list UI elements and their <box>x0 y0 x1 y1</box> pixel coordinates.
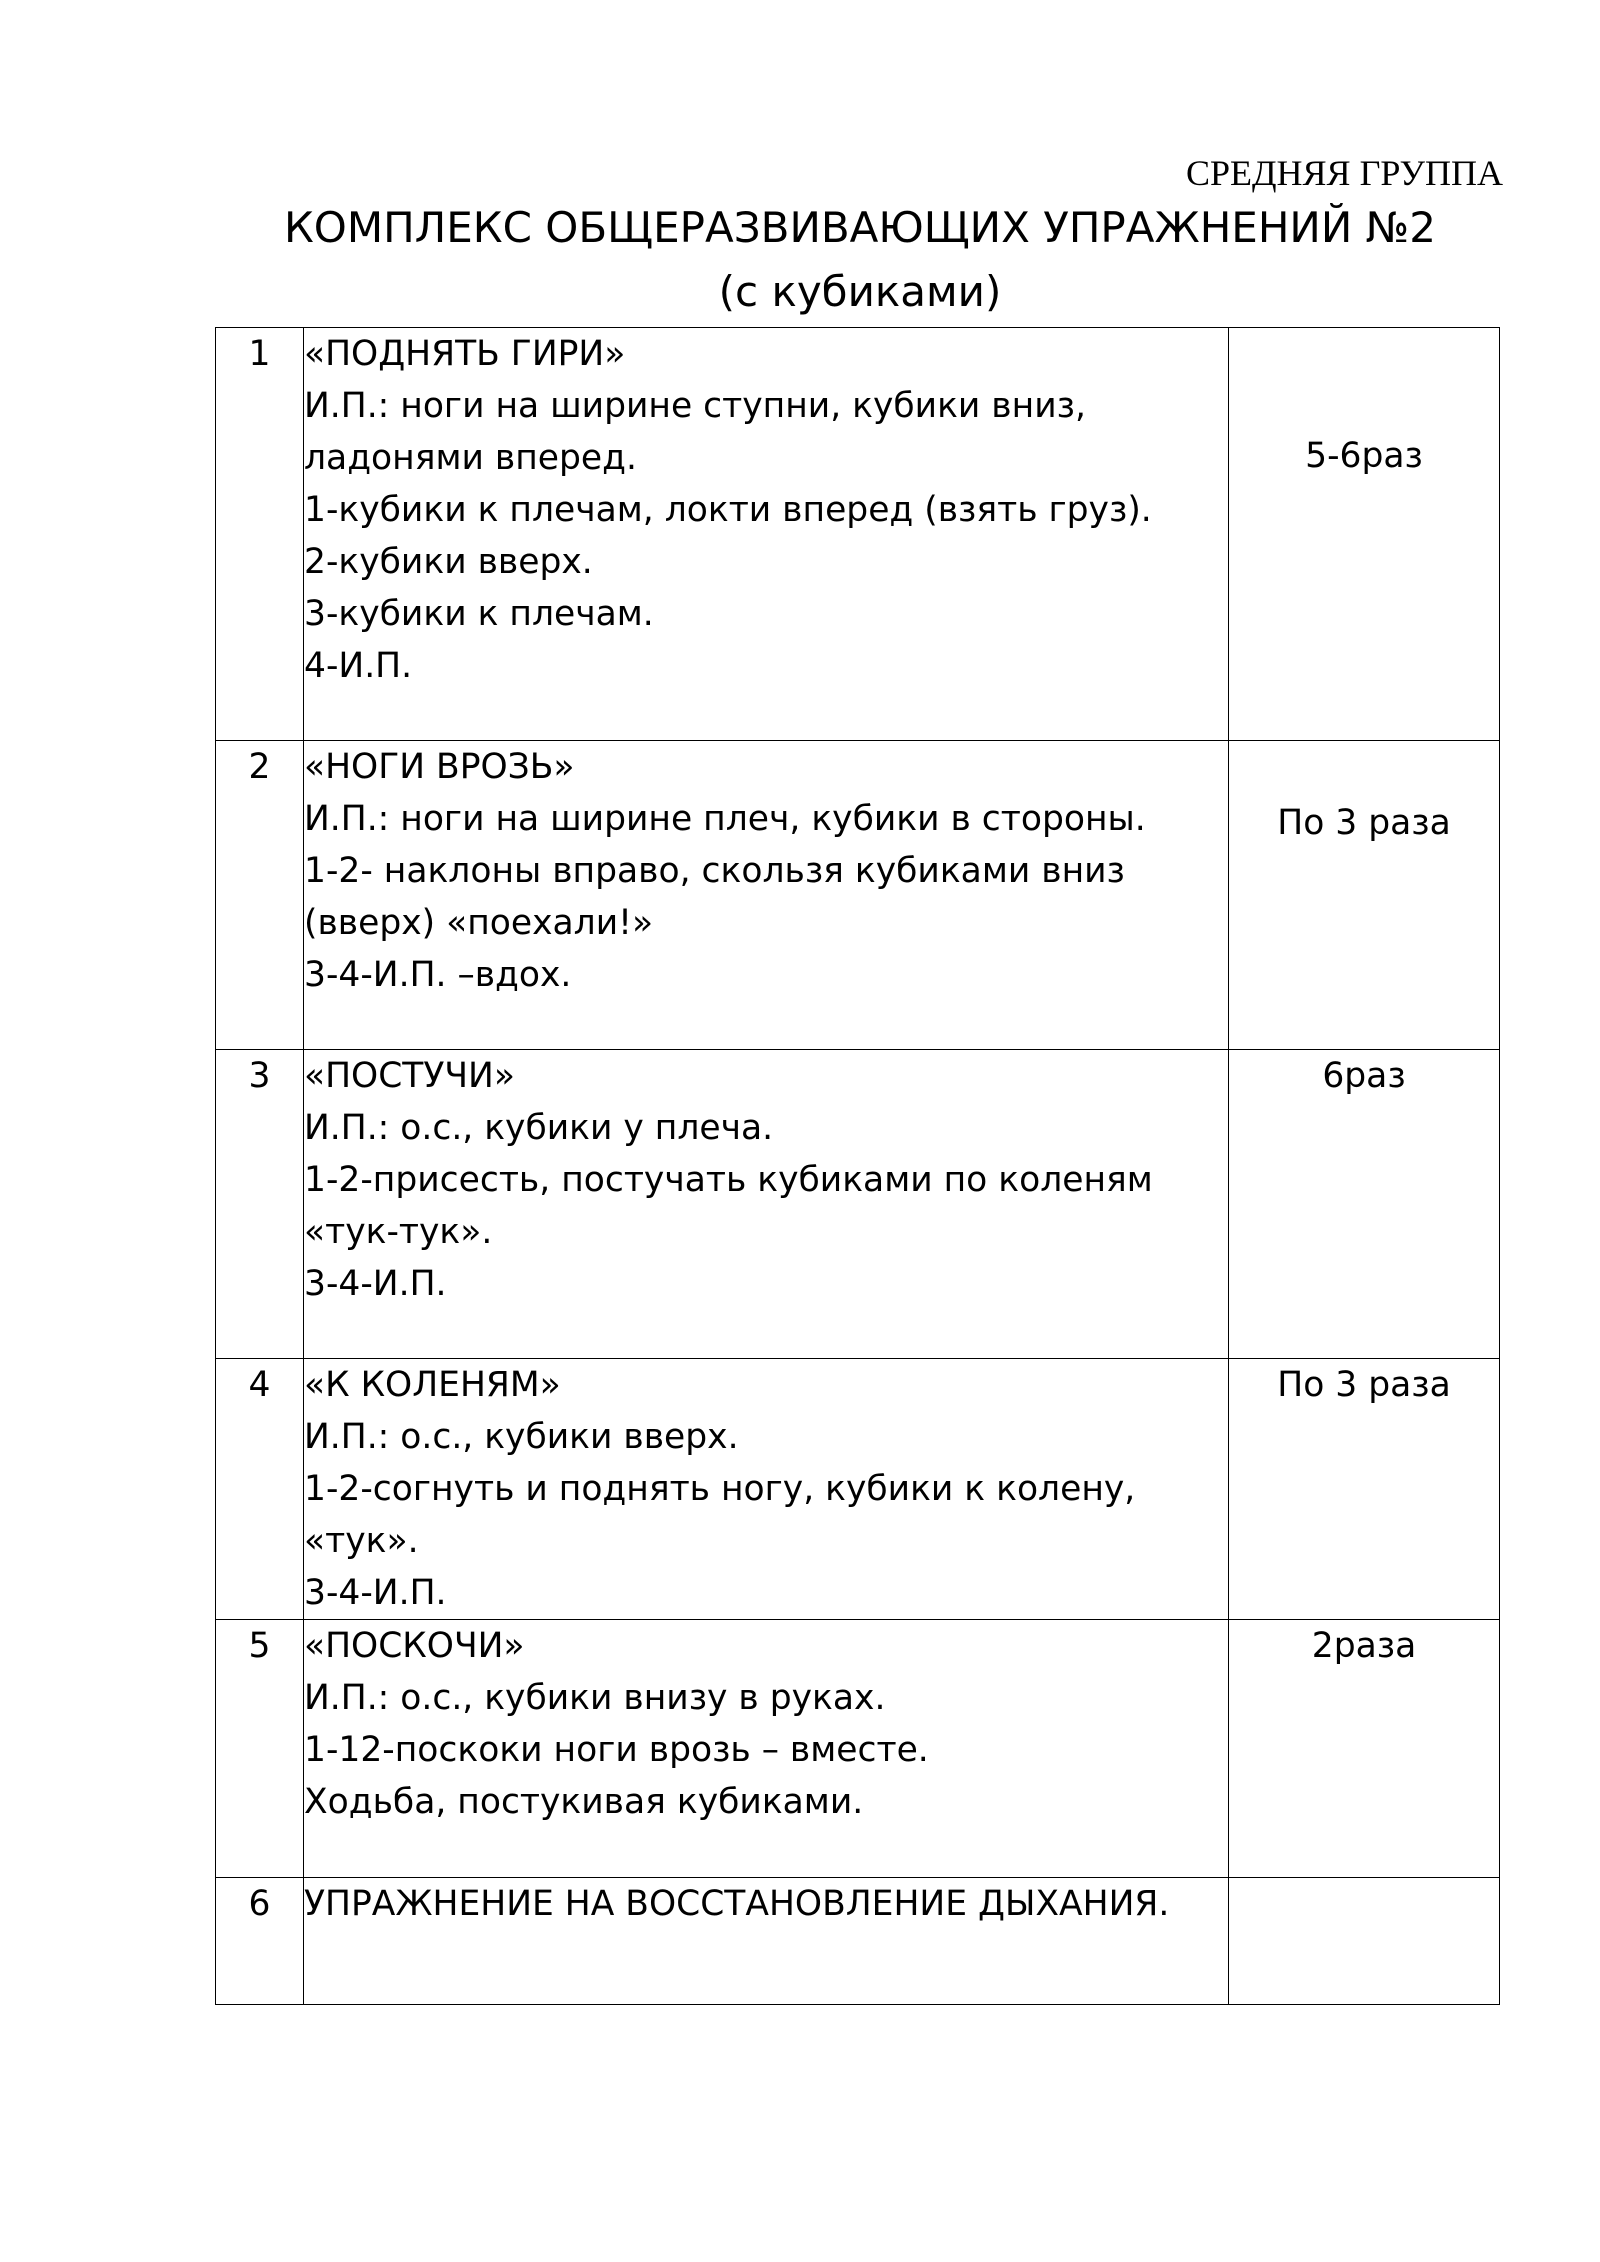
exercise-name: «ПОСТУЧИ» <box>304 1056 515 1096</box>
exercise-line: И.П.: ноги на ширине плеч, кубики в стороны. <box>304 799 1146 839</box>
table-row <box>216 1359 1500 1620</box>
exercise-description <box>304 1878 1229 2005</box>
exercise-repetitions <box>1229 741 1500 1050</box>
exercise-repetitions <box>1229 1878 1500 2005</box>
exercise-name: «НОГИ ВРОЗЬ» <box>304 747 575 787</box>
table-row <box>216 1050 1500 1359</box>
document-title <box>0 196 1600 324</box>
table-row <box>216 328 1500 741</box>
title-line-2: (с кубиками) <box>718 267 1002 316</box>
exercise-line: 3-кубики к плечам. <box>304 594 654 634</box>
exercise-number: 2 <box>216 741 304 1050</box>
exercise-repetitions <box>1229 1050 1500 1359</box>
repetitions-value: По 3 раза <box>1277 1365 1451 1405</box>
exercise-line: «тук-тук». <box>304 1212 493 1252</box>
exercises-table <box>215 327 1500 2005</box>
exercise-description <box>304 741 1229 1050</box>
exercise-line: 3-4-И.П. <box>304 1264 447 1304</box>
exercise-description <box>304 328 1229 741</box>
exercise-number: 4 <box>216 1359 304 1620</box>
title-line-1: КОМПЛЕКС ОБЩЕРАЗВИВАЮЩИХ УПРАЖНЕНИЙ №2 <box>283 203 1436 252</box>
exercise-line: (вверх) «поехали!» <box>304 903 654 943</box>
table-row <box>216 1620 1500 1878</box>
exercise-number: 3 <box>216 1050 304 1359</box>
exercise-line: И.П.: ноги на ширине ступни, кубики вниз, <box>304 386 1086 426</box>
exercise-line: 1-2-присесть, постучать кубиками по коленям <box>304 1160 1153 1200</box>
exercise-name: УПРАЖНЕНИЕ НА ВОССТАНОВЛЕНИЕ ДЫХАНИЯ. <box>304 1884 1170 1924</box>
exercise-number: 6 <box>216 1878 304 2005</box>
exercise-line: И.П.: о.с., кубики вверх. <box>304 1417 739 1457</box>
exercise-repetitions <box>1229 1359 1500 1620</box>
exercise-line: 3-4-И.П. <box>304 1573 447 1613</box>
exercise-description <box>304 1050 1229 1359</box>
exercise-line: ладонями вперед. <box>304 438 637 478</box>
exercise-line: 1-кубики к плечам, локти вперед (взять груз). <box>304 490 1152 530</box>
exercise-line: И.П.: о.с., кубики внизу в руках. <box>304 1678 886 1718</box>
exercise-number: 5 <box>216 1620 304 1878</box>
table-row <box>216 1878 1500 2005</box>
exercise-description <box>304 1359 1229 1620</box>
exercise-description <box>304 1620 1229 1878</box>
exercise-line: 4-И.П. <box>304 646 413 686</box>
exercise-line: 1-2- наклоны вправо, скользя кубиками вниз <box>304 851 1125 891</box>
repetitions-value: По 3 раза <box>1277 803 1451 843</box>
repetitions-value: 6раз <box>1322 1056 1406 1096</box>
exercise-line: 1-2-согнуть и поднять ногу, кубики к колену, <box>304 1469 1136 1509</box>
exercise-name: «К КОЛЕНЯМ» <box>304 1365 561 1405</box>
repetitions-value: 2раза <box>1311 1626 1417 1666</box>
table-row <box>216 741 1500 1050</box>
exercise-line: 2-кубики вверх. <box>304 542 593 582</box>
group-label: СРЕДНЯЯ ГРУППА <box>1185 153 1503 193</box>
exercise-repetitions <box>1229 328 1500 741</box>
exercise-name: «ПОСКОЧИ» <box>304 1626 525 1666</box>
exercise-number: 1 <box>216 328 304 741</box>
exercise-line: И.П.: о.с., кубики у плеча. <box>304 1108 774 1148</box>
exercise-line: Ходьба, постукивая кубиками. <box>304 1782 864 1822</box>
exercise-line: 1-12-поскоки ноги врозь – вместе. <box>304 1730 929 1770</box>
exercise-repetitions <box>1229 1620 1500 1878</box>
exercise-line: «тук». <box>304 1521 419 1561</box>
repetitions-value: 5-6раз <box>1305 436 1423 476</box>
exercise-name: «ПОДНЯТЬ ГИРИ» <box>304 334 626 374</box>
exercise-line: 3-4-И.П. –вдох. <box>304 955 572 995</box>
